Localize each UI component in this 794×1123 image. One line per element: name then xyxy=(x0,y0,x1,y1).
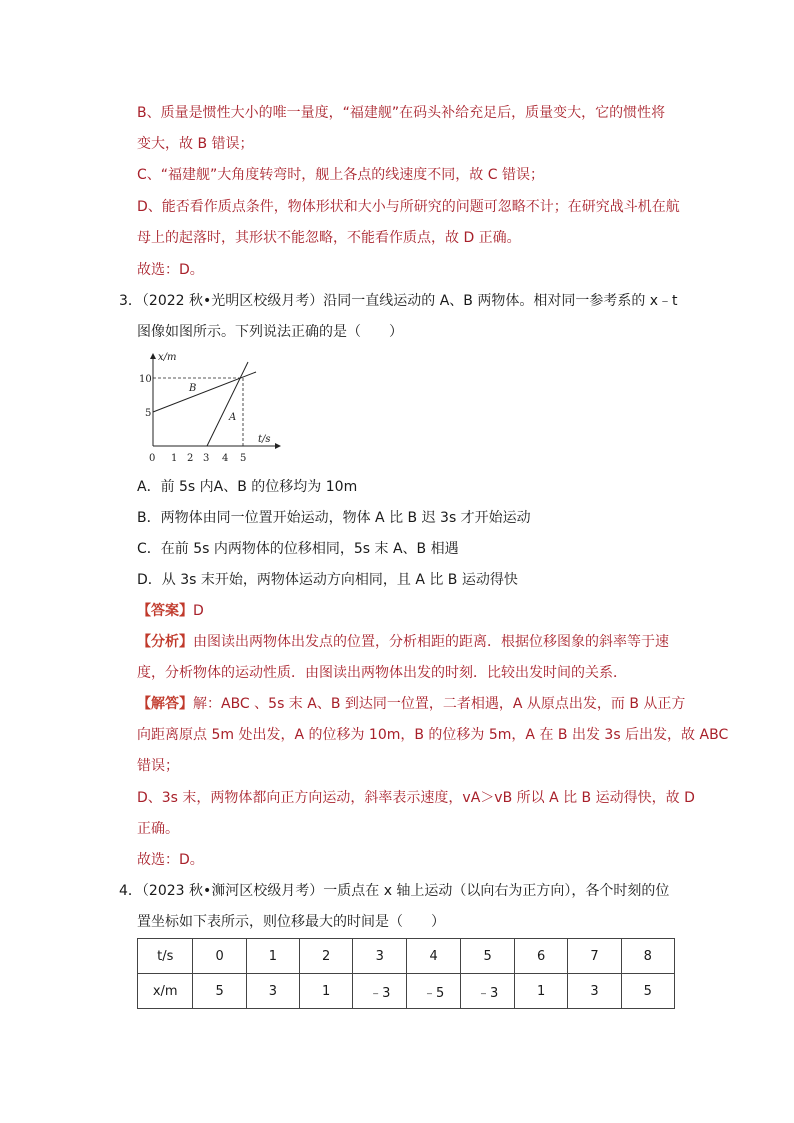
table-cell: 5 xyxy=(621,974,674,1009)
table-cell: 3 xyxy=(353,939,407,974)
q3-option-c: C．在前 5s 内两物体的位移相同，5s 末 A、B 相遇 xyxy=(137,541,459,557)
table-cell: ﹣5 xyxy=(407,974,461,1009)
y-tick-5: 5 xyxy=(145,408,152,419)
q3-answer xyxy=(137,601,204,621)
table-cell: 1 xyxy=(246,939,299,974)
q3-option-b: B．两物体由同一位置开始运动，物体 A 比 B 迟 3s 才开始运动 xyxy=(137,510,531,526)
analysis-label: 【分析】 xyxy=(137,634,193,650)
solution-text-1: 解：ABC 、5s 末 A、B 到达同一位置，二者相遇，A 从原点出发，而 B 从正方 xyxy=(193,696,686,712)
q3-stem-line2: 图像如图所示。下列说法正确的是（ ） xyxy=(137,324,403,340)
table-cell: ﹣3 xyxy=(461,974,515,1009)
q3-solution-line2: 向距离原点 5m 处出发，A 的位移为 10m，B 的位移为 5m，A 在 B 出发 3s 后出发，故 ABC xyxy=(137,727,729,743)
table-cell: t/s xyxy=(138,939,193,974)
x-tick-0: 0 xyxy=(149,453,156,464)
analysis-choice: 故选：D。 xyxy=(137,262,204,278)
table-cell: 4 xyxy=(407,939,461,974)
table-row xyxy=(138,974,675,1009)
table-row xyxy=(138,939,675,974)
x-tick-5: 5 xyxy=(240,453,247,464)
solution-label: 【解答】 xyxy=(137,696,193,712)
analysis-b-line2: 变大，故 B 错误； xyxy=(137,136,254,152)
q3-solution-line3: 错误； xyxy=(137,758,179,774)
x-tick-1: 1 xyxy=(171,453,178,464)
line-a xyxy=(207,362,248,446)
answer-label: 【答案】 xyxy=(137,603,193,619)
table-cell: ﹣3 xyxy=(353,974,407,1009)
table-cell: 1 xyxy=(300,974,353,1009)
y-axis-label: x/m xyxy=(158,352,177,363)
table-cell: 3 xyxy=(246,974,299,1009)
q3-option-d: D．从 3s 末开始，两物体运动方向相同，且 A 比 B 运动得快 xyxy=(137,572,518,588)
xt-graph xyxy=(136,348,286,470)
y-tick-10: 10 xyxy=(139,374,152,385)
table-cell: 5 xyxy=(193,974,246,1009)
q3-analysis-line2: 度，分析物体的运动性质．由图读出两物体出发的时刻．比较出发时间的关系． xyxy=(137,665,627,681)
table-cell: x/m xyxy=(138,974,193,1009)
q3-analysis-line1 xyxy=(137,632,669,652)
q3-option-a: A．前 5s 内A、B 的位移均为 10m xyxy=(137,479,358,495)
table-cell: 3 xyxy=(568,974,621,1009)
line-a-label: A xyxy=(229,412,237,423)
q3-choice: 故选：D。 xyxy=(137,852,204,868)
position-table xyxy=(137,938,675,1009)
table-cell: 2 xyxy=(300,939,353,974)
x-tick-2: 2 xyxy=(187,453,194,464)
analysis-d-line1: D、能否看作质点条件，物体形状和大小与所研究的问题可忽略不计；在研究战斗机在航 xyxy=(137,199,680,215)
q3-stem-line1: 3．（2022 秋•光明区校级月考）沿同一直线运动的 A、B 两物体。相对同一参考系的 x﹣t xyxy=(119,293,678,309)
x-tick-4: 4 xyxy=(222,453,229,464)
table-cell: 7 xyxy=(568,939,621,974)
q3-solution-line1 xyxy=(137,694,685,714)
answer-value: D xyxy=(193,603,204,619)
line-b-label: B xyxy=(189,383,197,394)
q3-solution-line5: 正确。 xyxy=(137,821,179,837)
q3-solution-line4: D、3s 末，两物体都向正方向运动，斜率表示速度，vA＞vB 所以 A 比 B 运动得快，故 D xyxy=(137,790,695,806)
table-cell: 8 xyxy=(621,939,674,974)
analysis-c-line: C、“福建舰”大角度转弯时，舰上各点的线速度不同，故 C 错误； xyxy=(137,167,544,183)
x-tick-3: 3 xyxy=(203,453,210,464)
table-cell: 1 xyxy=(515,974,568,1009)
q4-stem-line2: 置坐标如下表所示，则位移最大的时间是（ ） xyxy=(137,914,445,930)
analysis-d-line2: 母上的起落时，其形状不能忽略，不能看作质点，故 D 正确。 xyxy=(137,230,521,246)
analysis-b-line1: B、质量是惯性大小的唯一量度，“福建舰”在码头补给充足后，质量变大，它的惯性将 xyxy=(137,105,666,121)
table-cell: 6 xyxy=(515,939,568,974)
table-cell: 5 xyxy=(461,939,515,974)
q4-stem-line1: 4．（2023 秋•浉河区校级月考）一质点在 x 轴上运动（以向右为正方向），各个时刻的位 xyxy=(119,883,670,899)
analysis-text-1: 由图读出两物体出发点的位置，分析相距的距离．根据位移图象的斜率等于速 xyxy=(193,634,669,650)
table-cell: 0 xyxy=(193,939,246,974)
x-axis-label: t/s xyxy=(258,434,271,445)
